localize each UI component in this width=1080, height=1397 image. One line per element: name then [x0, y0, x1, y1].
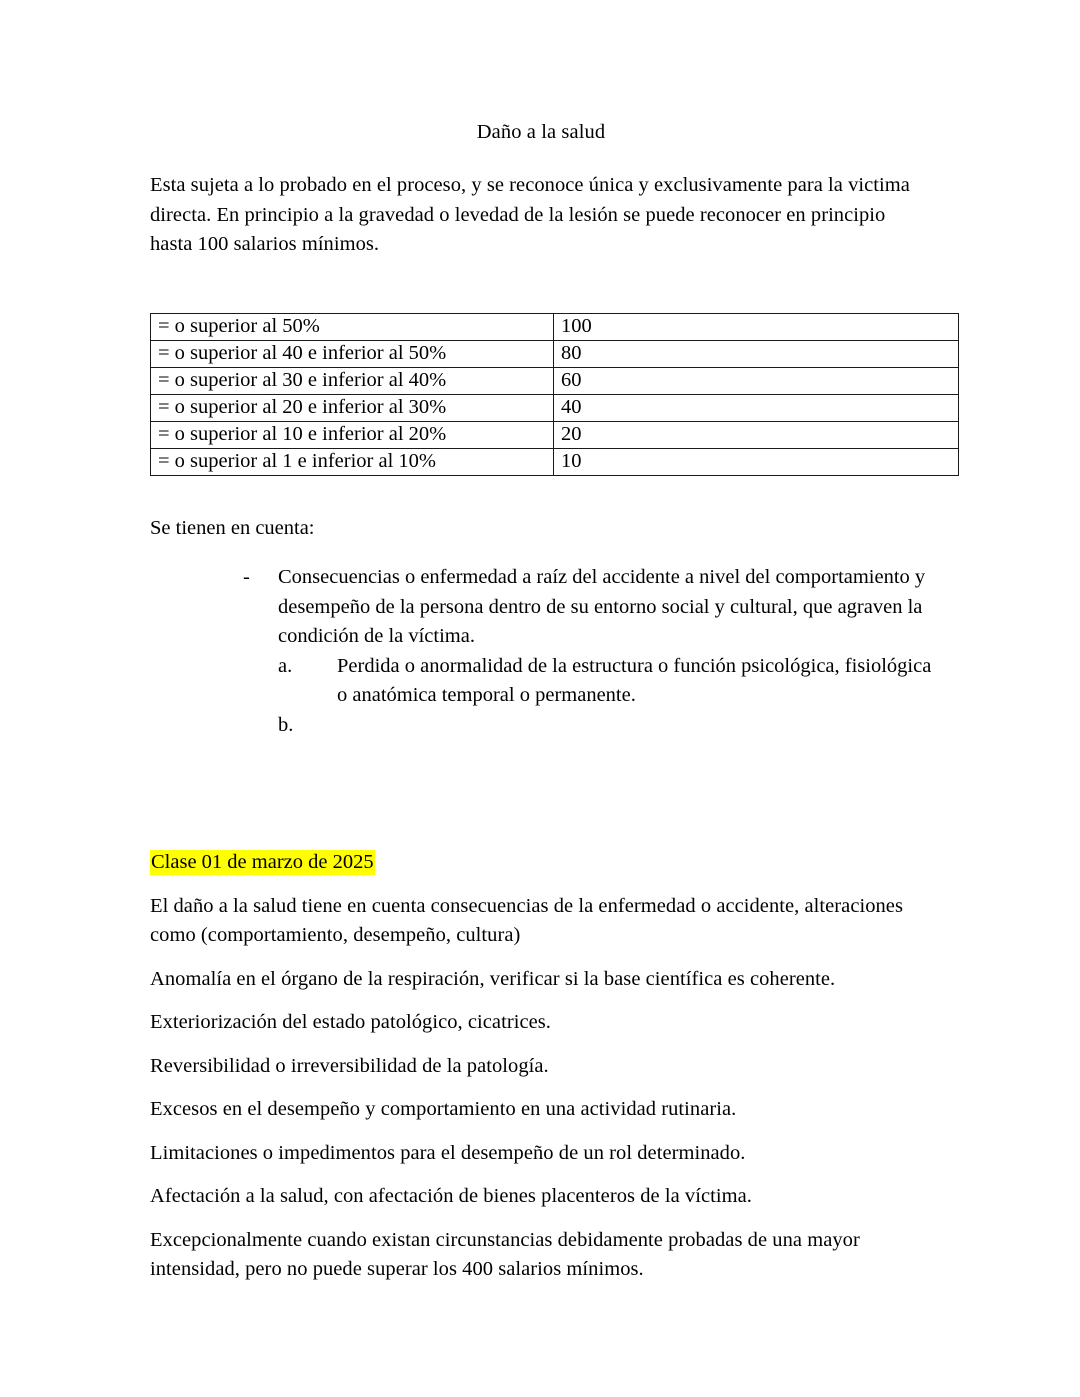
list-item [150, 711, 932, 741]
dash-bullet-list [150, 563, 932, 652]
alpha-sub-list [150, 652, 932, 741]
closing-paragraph: Limitaciones o impedimentos para el desempeño de un rol determinado. [150, 1141, 746, 1164]
table-cell-value: 20 [554, 421, 959, 448]
table-cell-range: = o superior al 10 e inferior al 20% [151, 421, 554, 448]
dash-bullet-marker: - [243, 566, 250, 588]
table-row [151, 313, 959, 340]
table-body [151, 313, 959, 475]
table-cell-value: 60 [554, 367, 959, 394]
closing-paragraph: Anomalía en el órgano de la respiración, verificar si la base científica es coherente. [150, 967, 836, 990]
list-item-text: Perdida o anormalidad de la estructura o función psicológica, fisiológica o anatómica temporal o permanente. [337, 654, 932, 706]
table-cell-value: 40 [554, 394, 959, 421]
table-cell-value: 80 [554, 340, 959, 367]
table-cell-range: = o superior al 40 e inferior al 50% [151, 340, 554, 367]
alpha-marker-b: b. [278, 713, 294, 736]
closing-paragraph: Reversibilidad o irreversibilidad de la patología. [150, 1054, 549, 1077]
table-row [151, 394, 959, 421]
closing-paragraph: Excesos en el desempeño y comportamiento en una actividad rutinaria. [150, 1098, 737, 1120]
closing-paragraph: Excepcionalmente cuando existan circunstancias debidamente probadas de una mayor intensidad, pero no puede superar los 400 salarios mínimos. [150, 1228, 860, 1280]
table-cell-range: = o superior al 20 e inferior al 30% [151, 394, 554, 421]
table-row [151, 448, 959, 475]
spacer [150, 274, 932, 313]
document-body [150, 118, 932, 1285]
alpha-marker-a: a. [278, 654, 293, 677]
table-row [151, 367, 959, 394]
intro-paragraph: Esta sujeta a lo probado en el proceso, y se reconoce única y exclusivamente para la victima directa. En principio a la gravedad o levedad de la lesión se puede reconocer en principio hasta 100 salarios mínimos. [150, 174, 910, 255]
list-item [150, 563, 932, 652]
list-item [150, 652, 932, 711]
class-date-heading [150, 848, 932, 878]
table-cell-range: = o superior al 30 e inferior al 40% [151, 367, 554, 394]
considerations-lead: Se tienen en cuenta: [150, 516, 315, 539]
spacer [150, 476, 932, 514]
table-cell-value: 10 [554, 448, 959, 475]
disability-ratings-table [150, 313, 959, 476]
closing-paragraph: Afectación a la salud, con afectación de bienes placenteros de la víctima. [150, 1185, 752, 1207]
table-row [151, 340, 959, 367]
closing-paragraph: El daño a la salud tiene en cuenta consecuencias de la enfermedad o accidente, alteraciones como (comportamiento, desempeño, cultura) [150, 894, 903, 946]
highlighted-heading-text: Clase 01 de marzo de 2025 [151, 851, 374, 873]
table-row [151, 421, 959, 448]
list-item-text: Consecuencias o enfermedad a raíz del accidente a nivel del comportamiento y desempeño de la persona dentro de su entorno social y cultural, que agraven la condición de la víctima. [278, 566, 926, 647]
page-title: Daño a la salud [476, 121, 606, 143]
table-cell-range: = o superior al 50% [151, 313, 554, 340]
closing-paragraph: Exteriorización del estado patológico, cicatrices. [150, 1011, 551, 1033]
table-cell-value: 100 [554, 313, 959, 340]
section-gap [150, 740, 932, 848]
table-cell-range: = o superior al 1 e inferior al 10% [151, 448, 554, 475]
